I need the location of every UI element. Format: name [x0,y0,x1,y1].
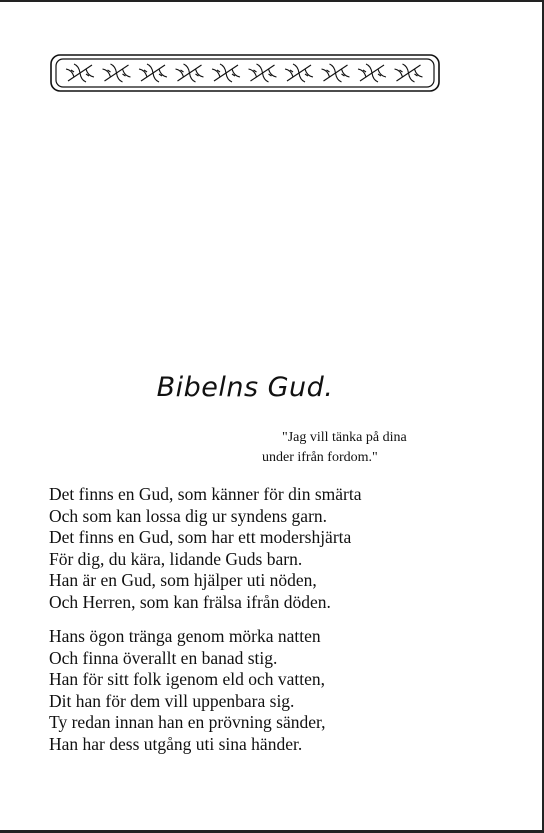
epigraph-line: "Jag vill tänka på dina [282,430,407,445]
epigraph [262,428,442,468]
floral-motif [176,64,204,82]
poem-line: Och som kan lossa dig ur syndens garn. [49,505,328,526]
stanza-1 [49,484,429,613]
floral-motif [395,64,423,82]
floral-motif [139,64,167,82]
poem-line: Han för sitt folk igenom eld och vatten, [49,669,326,689]
floral-motif [285,64,313,82]
poem-line: Det finns en Gud, som känner för din smärta [49,484,362,504]
poem-line: Hans ögon tränga genom mörka natten [49,626,321,646]
floral-motif [103,64,131,82]
floral-border-icon [50,54,440,92]
poem-title: Bibelns Gud. [156,372,334,403]
floral-motif [358,64,386,82]
poem-line: Ty redan innan han en prövning sänder, [49,712,326,732]
stanza-2 [49,626,429,755]
poem-line: Och finna överallt en banad stig. [49,647,278,668]
poem-line: Han har dess utgång uti sina händer. [49,733,303,754]
poem-line: För dig, du kära, lidande Guds barn. [49,548,303,569]
poem-line: Dit han för dem vill uppenbara sig. [49,690,295,711]
poem-line: Han är en Gud, som hjälper uti nöden, [49,570,317,590]
floral-motif [212,64,240,82]
floral-motif [249,64,277,82]
floral-motif [322,64,350,82]
poem-line: Och Herren, som kan frälsa ifrån döden. [49,591,331,612]
poem-line: Det finns en Gud, som har ett modershjärta [49,527,352,547]
epigraph-line: under ifrån fordom." [262,450,378,465]
floral-motif [66,64,94,82]
page-edge-top [0,0,544,2]
